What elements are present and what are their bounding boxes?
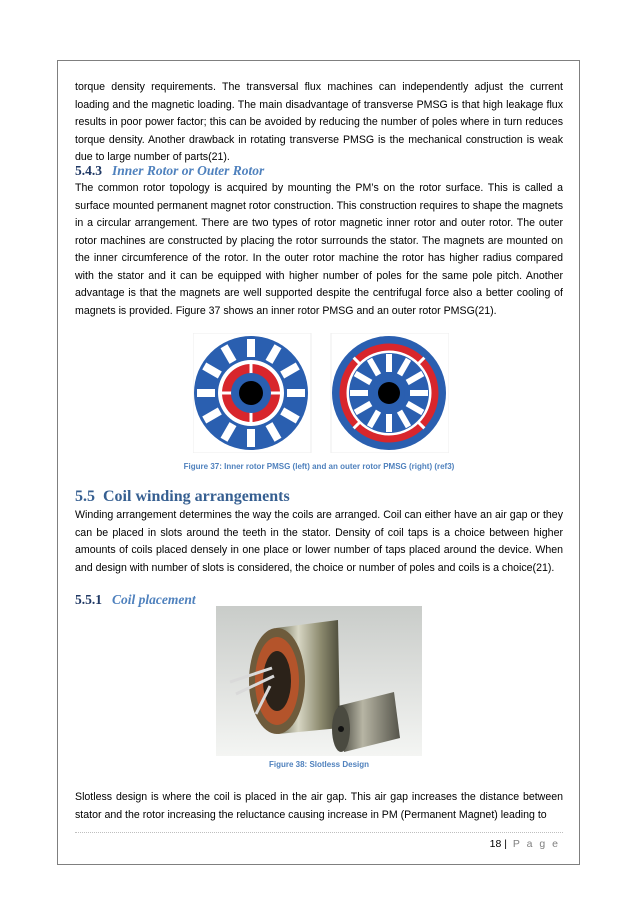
outer-rotor-diagram — [331, 333, 449, 453]
section-number: 5.5 — [75, 488, 95, 505]
section-heading-5-5 — [75, 488, 290, 506]
section-number: 5.4.3 — [75, 163, 102, 178]
paragraph-slotless-design: Slotless design is where the coil is placed in the air gap. This air gap increases the distance between stator and the rotor increasing the reluctance causing increase in PM (Permanent Magnet) leading to — [75, 791, 563, 821]
section-number: 5.5.1 — [75, 592, 102, 607]
paragraph-rotor-topology: The common rotor topology is acquired by mounting the PM’s on the rotor surface. This is called a surface mounted permanent magnet rotor construction. This construction requires to shape the magnets in a circular arrangement. There are two types of rotor magnetic inner rotor and outer rotor. The outer rotor machines are constructed by placing the rotor surrounds the stator. The magnets are mounted on the inner circumference of the rotor. In the outer rotor machine the rotor has higher radius compared with the stator and it can be equipped with higher number of poles for the same pole pitch. Another advantage is that the magnets are well supported despite the centrifugal force also a better cooling of magnets is provided. Figure 37 shows an inner rotor PMSG and an outer rotor PMSG(21). — [75, 182, 563, 317]
section-title: Coil placement — [112, 592, 196, 607]
paragraph-intro: torque density requirements. The transversal flux machines can independently adjust the current loading and the magnetic loading. The main disadvantage of transverse PMSG is that high leakage flux results in poor power factor; this can be avoided by reducing the number of poles where in turn reduces torque density. Another drawback in rotating transverse PMSG is the mechanical construction is weak due to large number of parts(21). — [75, 81, 563, 163]
section-title: Inner Rotor or Outer Rotor — [112, 163, 265, 178]
rotor-shaft-hole — [338, 726, 344, 732]
page-number: 18 — [489, 838, 502, 850]
inner-rotor-diagram — [193, 333, 311, 453]
section-title: Coil winding arrangements — [103, 488, 290, 505]
outer-rotor-shaft — [378, 382, 400, 404]
stator-bore — [263, 651, 291, 711]
figure-38-slotless-photo — [216, 606, 422, 756]
page-footer — [490, 838, 560, 850]
footer-divider — [75, 832, 563, 833]
paragraph-winding-arrangements: Winding arrangement determines the way the coils are arranged. Coil can either have an air gap or they can be placed in slots around the teeth in the stator. Density of coil taps is a choice between higher amounts of coils placed densely in one place or lower number of taps placed around the device. When and design with number of slots is considered, the choice or number of poles and coils is a choice(21). — [75, 509, 563, 574]
footer-separator: | — [504, 838, 507, 850]
figure-37-caption: Figure 37: Inner rotor PMSG (left) and an outer rotor PMSG (right) (ref3) — [183, 462, 455, 471]
figure-38-caption: Figure 38: Slotless Design — [268, 760, 370, 769]
figure-37-rotor-diagrams — [193, 333, 449, 453]
page-label: P a g e — [512, 838, 560, 850]
inner-rotor-shaft — [239, 381, 263, 405]
section-heading-5-5-1 — [75, 592, 196, 608]
section-heading-5-4-3 — [75, 163, 264, 179]
